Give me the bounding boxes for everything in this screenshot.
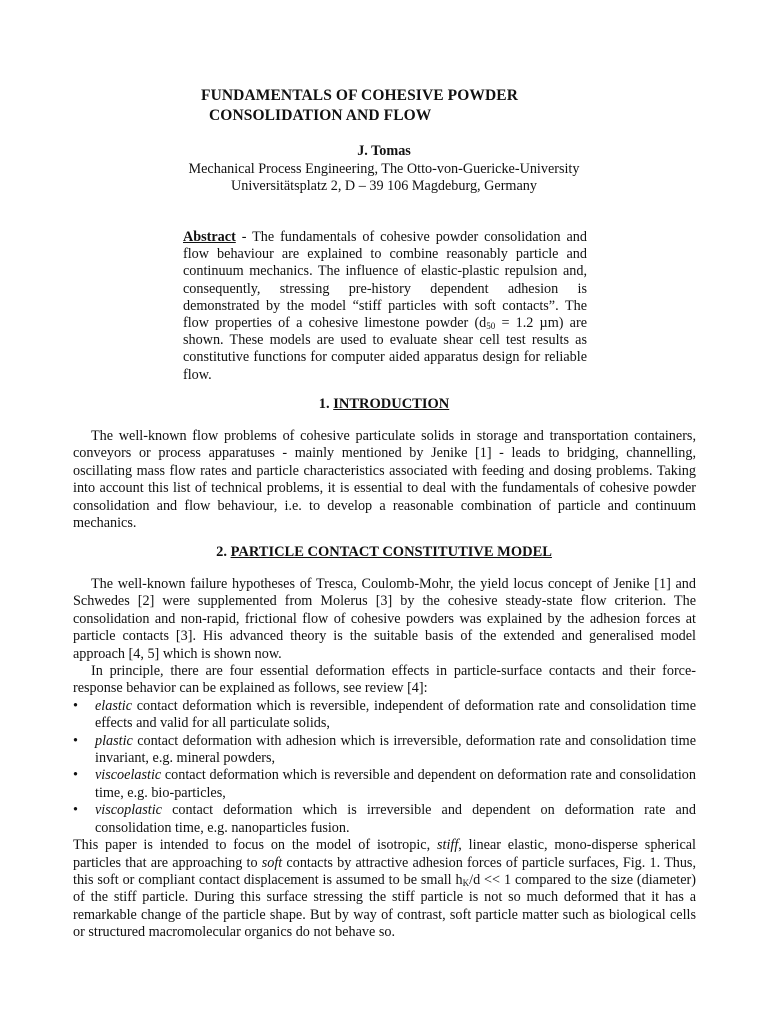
p3-stiff: stiff (437, 837, 459, 854)
bullet-icon: • (73, 802, 78, 819)
section-1-body (73, 428, 696, 532)
list-item-text: contact deformation which is reversible and dependent on deformation rate and consolidation time, e.g. bio-particles, (95, 767, 696, 801)
section-2-heading (0, 544, 768, 561)
intro-paragraph: The well-known flow problems of cohesive particulate solids in storage and transportation containers, conveyors or process apparatuses - mainly mentioned by Jenike [1] - leads to bridging, channelling, oscillating mass flow rates and particle characteristics associated with feeding and dosing problems. Taking into account this list of technical problems, it is essential to deal with the fundamentals of cohesive powder consolidation and flow behaviour, i.e. to develop a reasonable combination of particle and continuum mechanics. (73, 428, 696, 532)
title-line-2: CONSOLIDATION AND FLOW (209, 107, 432, 124)
list-item (73, 767, 696, 802)
abstract-text-2: = 1.2 µm) are shown. These models are used to evaluate shear cell test results as constitutive functions for computer aided apparatus design for reliable flow. (183, 315, 587, 383)
p3-text-b: , linear elastic, mono-disperse spherical particles that are approaching to (73, 837, 697, 871)
section-2-number: 2. (216, 544, 227, 560)
list-item-term: viscoplastic (95, 802, 162, 819)
list-item-term: viscoelastic (95, 767, 162, 784)
list-item (73, 802, 696, 837)
list-item (73, 698, 696, 733)
section-2-paragraph-2: In principle, there are four essential deformation effects in particle-surface contacts and their force-response behavior can be explained as follows, see review [4]: (73, 663, 696, 697)
section-1-heading (0, 396, 768, 413)
bullet-icon: • (73, 697, 78, 714)
p3-soft: soft (261, 854, 283, 871)
p3-text-a: This paper is intended to focus on the model of isotropic, (73, 837, 437, 854)
section-1-title: INTRODUCTION (333, 396, 450, 412)
p3-text-d: /d << 1 compared to the size (diameter) of the stiff particle. During this surface stressing the stiff particle is not so much deformed that it has a remarkable change of the particle shape. But by way of contrast, soft particle matter such as biological cells or structured macromolecular organics do not behave so. (73, 871, 696, 941)
list-item-text: contact deformation which is reversible, independent of deformation rate and consolidation time effects and valid for all particulate solids, (95, 697, 696, 732)
abstract-subscript: 50 (486, 321, 496, 332)
section-2-paragraph-1: The well-known failure hypotheses of Tresca, Coulomb-Mohr, the yield locus concept of Jenike [1] and Schwedes [2] were supplemented from Molerus [3] by the cohesive steady-state flow criterion. The consolidation and non-rapid, frictional flow of cohesive powders was explained by the adhesion forces at particle contacts [3]. His advanced theory is the suitable basis of the extended and generalised model approach [4, 5] which is shown now. (73, 576, 696, 662)
list-item-text: contact deformation with adhesion which is irreversible, deformation rate and consolidation time invariant, e.g. mineral powders, (95, 732, 696, 767)
section-2-body (73, 576, 696, 942)
list-item (73, 733, 696, 768)
section-2-paragraph-3 (73, 837, 696, 941)
title-line-1: FUNDAMENTALS OF COHESIVE POWDER (201, 87, 518, 104)
author-block (0, 143, 768, 196)
p3-subscript: K (462, 877, 470, 888)
section-2-title: PARTICLE CONTACT CONSTITUTIVE MODEL (230, 544, 552, 560)
bullet-icon: • (73, 767, 78, 784)
author-address: Universitätsplatz 2, D – 39 106 Magdeburg, Germany (231, 178, 537, 195)
list-item-term: elastic (95, 697, 133, 714)
author-affiliation: Mechanical Process Engineering, The Otto-von-Guericke-University (188, 160, 580, 177)
abstract-text-1: - The fundamentals of cohesive powder consolidation and flow behaviour are explained to combine reasonably particle and continuum mechanics. The influence of elastic-plastic repulsion and, consequently, stressing pre-history dependent adhesion is demonstrated by the model “stiff particles with soft contacts”. The flow properties of a cohesive limestone powder (d (183, 229, 587, 332)
author-name: J. Tomas (357, 143, 411, 159)
bullet-icon: • (73, 732, 78, 749)
deformation-list (73, 698, 696, 837)
abstract-label: Abstract (183, 229, 236, 245)
list-item-text: contact deformation which is irreversible and dependent on deformation rate and consolidation time, e.g. nanoparticles fusion. (95, 802, 696, 836)
list-item-term: plastic (95, 732, 133, 749)
abstract (183, 229, 587, 384)
paper-title (201, 86, 518, 126)
section-1-number: 1. (318, 396, 330, 412)
p3-text-c: contacts by attractive adhesion forces of particle surfaces, Fig. 1. Thus, this soft or compliant contact displacement is assumed to be small h (73, 854, 696, 888)
